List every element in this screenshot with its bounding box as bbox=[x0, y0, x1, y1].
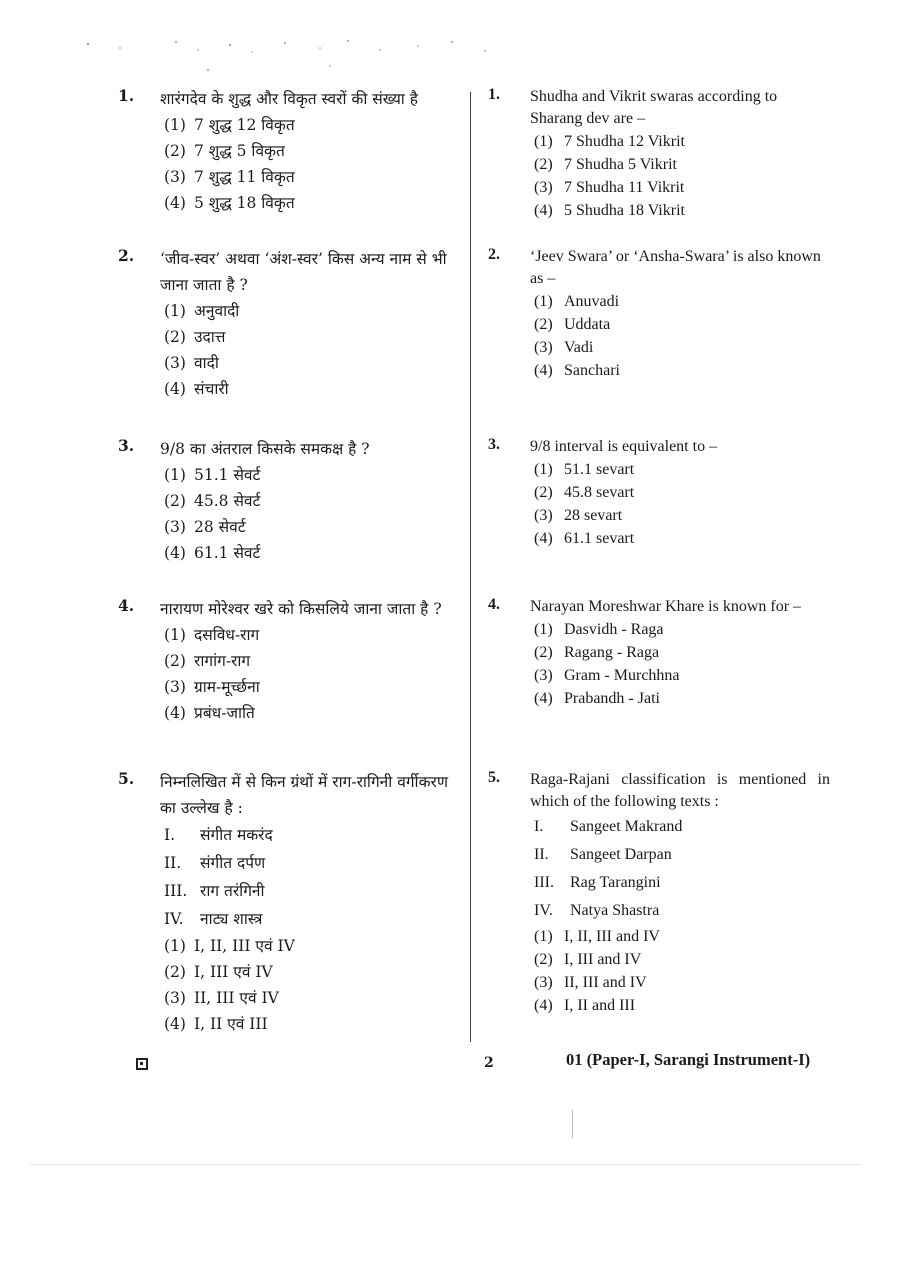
option-label: (3) bbox=[164, 354, 186, 372]
option-text: Gram - Murchhna bbox=[564, 667, 680, 684]
option-label: (3) bbox=[164, 518, 186, 536]
statement-text: संगीत मकरंद bbox=[200, 826, 273, 844]
answer-option bbox=[164, 514, 458, 540]
answer-option bbox=[534, 527, 830, 550]
answer-option bbox=[534, 153, 830, 176]
answer-option bbox=[164, 1011, 458, 1037]
question-number: 1. bbox=[488, 86, 500, 103]
option-text: उदात्त bbox=[194, 328, 226, 346]
question-number: 2. bbox=[118, 246, 135, 265]
question-block bbox=[480, 596, 830, 710]
statement-label: III. bbox=[534, 874, 554, 891]
answer-option bbox=[164, 674, 458, 700]
answer-option bbox=[534, 481, 830, 504]
answer-option bbox=[534, 458, 830, 481]
option-text: Sanchari bbox=[564, 362, 620, 379]
option-label: (2) bbox=[164, 652, 186, 670]
option-text: I, II and III bbox=[564, 997, 636, 1014]
option-text: 45.8 सेवर्ट bbox=[194, 492, 261, 510]
option-label: (1) bbox=[164, 116, 186, 134]
answer-option bbox=[534, 199, 830, 222]
answer-option bbox=[164, 164, 458, 190]
option-label: (4) bbox=[534, 530, 553, 547]
question-stem: नारायण मोरेश्वर खरे को किसलिये जाना जाता है ? bbox=[160, 600, 442, 618]
question-stem: शारंगदेव के शुद्ध और विकृत स्वरों की संख्या है bbox=[160, 90, 418, 108]
option-label: (3) bbox=[534, 339, 553, 356]
answer-option bbox=[534, 176, 830, 199]
option-text: 61.1 sevart bbox=[564, 530, 635, 547]
answer-option bbox=[164, 622, 458, 648]
option-text: Uddata bbox=[564, 316, 611, 333]
question-block bbox=[110, 769, 458, 1037]
statement-label: IV. bbox=[534, 902, 553, 919]
answer-option bbox=[164, 959, 458, 985]
option-text: Ragang - Raga bbox=[564, 644, 660, 661]
answer-option bbox=[164, 985, 458, 1011]
option-label: (2) bbox=[164, 142, 186, 160]
option-text: 7 Shudha 11 Vikrit bbox=[564, 179, 685, 196]
option-text: Vadi bbox=[564, 339, 594, 356]
answer-option bbox=[164, 376, 458, 402]
question-stem: ‘Jeev Swara’ or ‘Ansha-Swara’ is also known as – bbox=[530, 248, 821, 287]
statement-label: I. bbox=[534, 818, 544, 835]
answer-option bbox=[164, 462, 458, 488]
statement-text: Sangeet Makrand bbox=[570, 818, 683, 835]
answer-option bbox=[534, 994, 830, 1017]
statement-item bbox=[534, 869, 830, 897]
statement-item bbox=[164, 877, 458, 905]
question-block bbox=[480, 436, 830, 550]
question-number: 3. bbox=[488, 436, 500, 453]
question-block bbox=[110, 596, 458, 726]
statement-item bbox=[534, 897, 830, 925]
page-number: 2 bbox=[484, 1055, 494, 1071]
statement-text: संगीत दर्पण bbox=[200, 854, 266, 872]
answer-option bbox=[534, 971, 830, 994]
statement-item bbox=[164, 821, 458, 849]
option-label: (1) bbox=[534, 133, 553, 150]
question-block bbox=[110, 246, 458, 402]
option-label: (1) bbox=[534, 928, 553, 945]
answer-option bbox=[534, 641, 830, 664]
question-number: 4. bbox=[488, 596, 500, 613]
option-label: (3) bbox=[534, 507, 553, 524]
statement-label: II. bbox=[164, 854, 182, 872]
option-label: (4) bbox=[164, 1015, 186, 1033]
option-text: I, III and IV bbox=[564, 951, 642, 968]
option-label: (3) bbox=[164, 678, 186, 696]
answer-option bbox=[164, 933, 458, 959]
question-block bbox=[480, 86, 830, 222]
statement-label: II. bbox=[534, 846, 549, 863]
option-text: 7 शुद्ध 11 विकृत bbox=[194, 168, 295, 186]
option-label: (3) bbox=[534, 667, 553, 684]
scan-artifact-line bbox=[572, 1110, 573, 1138]
option-text: Dasvidh - Raga bbox=[564, 621, 664, 638]
option-text: रागांग-राग bbox=[194, 652, 251, 670]
option-text: 51.1 sevart bbox=[564, 461, 635, 478]
answer-option bbox=[534, 618, 830, 641]
question-number: 1. bbox=[118, 86, 135, 105]
option-text: 61.1 सेवर्ट bbox=[194, 544, 261, 562]
option-text: II, III एवं IV bbox=[194, 989, 279, 1007]
answer-option bbox=[534, 359, 830, 382]
answer-option bbox=[534, 948, 830, 971]
question-number: 5. bbox=[118, 769, 135, 788]
option-text: संचारी bbox=[194, 380, 229, 398]
question-block bbox=[110, 436, 458, 566]
option-label: (4) bbox=[534, 362, 553, 379]
option-label: (1) bbox=[164, 937, 186, 955]
option-label: (2) bbox=[534, 484, 553, 501]
statement-label: I. bbox=[164, 826, 176, 844]
statement-label: III. bbox=[164, 882, 188, 900]
answer-option bbox=[164, 488, 458, 514]
option-label: (3) bbox=[534, 179, 553, 196]
question-number: 3. bbox=[118, 436, 135, 455]
column-divider bbox=[470, 92, 471, 1042]
question-stem: Shudha and Vikrit swaras according to Sharang dev are – bbox=[530, 88, 778, 127]
question-stem: ‘जीव-स्वर’ अथवा ‘अंश-स्वर’ किस अन्य नाम से भी जाना जाता है ? bbox=[160, 250, 447, 294]
option-label: (4) bbox=[534, 690, 553, 707]
statement-text: Rag Tarangini bbox=[570, 874, 661, 891]
answer-option bbox=[164, 324, 458, 350]
option-label: (4) bbox=[534, 997, 553, 1014]
scan-noise bbox=[80, 36, 510, 76]
answer-option bbox=[534, 336, 830, 359]
option-text: 7 शुद्ध 5 विकृत bbox=[194, 142, 285, 160]
option-label: (3) bbox=[534, 974, 553, 991]
option-label: (1) bbox=[534, 621, 553, 638]
question-stem: निम्नलिखित में से किन ग्रंथों में राग-रागिनी वर्गीकरण का उल्लेख है : bbox=[160, 773, 449, 817]
statement-item bbox=[534, 841, 830, 869]
answer-option bbox=[164, 350, 458, 376]
footer-square-mark bbox=[136, 1058, 148, 1070]
answer-option bbox=[534, 664, 830, 687]
option-text: I, II, III एवं IV bbox=[194, 937, 295, 955]
answer-option bbox=[534, 504, 830, 527]
answer-option bbox=[164, 700, 458, 726]
option-label: (3) bbox=[164, 989, 186, 1007]
option-label: (2) bbox=[534, 644, 553, 661]
option-text: II, III and IV bbox=[564, 974, 647, 991]
option-label: (4) bbox=[534, 202, 553, 219]
answer-option bbox=[534, 687, 830, 710]
option-label: (1) bbox=[164, 466, 186, 484]
answer-option bbox=[534, 290, 830, 313]
option-text: 45.8 sevart bbox=[564, 484, 635, 501]
option-text: I, II, III and IV bbox=[564, 928, 660, 945]
option-text: अनुवादी bbox=[194, 302, 240, 320]
answer-option bbox=[164, 190, 458, 216]
answer-option bbox=[164, 112, 458, 138]
option-text: ग्राम-मूर्च्छना bbox=[194, 678, 260, 696]
option-text: Prabandh - Jati bbox=[564, 690, 660, 707]
option-text: प्रबंध-जाति bbox=[194, 704, 255, 722]
answer-option bbox=[164, 540, 458, 566]
answer-option bbox=[164, 298, 458, 324]
question-stem: Raga-Rajani classification is mentioned in which of the following texts : bbox=[530, 771, 830, 810]
option-text: दसविध-राग bbox=[194, 626, 260, 644]
scan-artifact-line bbox=[30, 1164, 860, 1165]
option-label: (2) bbox=[534, 316, 553, 333]
question-stem: 9/8 interval is equivalent to – bbox=[530, 438, 718, 455]
answer-option bbox=[534, 925, 830, 948]
option-label: (2) bbox=[164, 963, 186, 981]
option-label: (3) bbox=[164, 168, 186, 186]
option-text: 7 Shudha 12 Vikrit bbox=[564, 133, 685, 150]
option-label: (4) bbox=[164, 380, 186, 398]
statement-text: Sangeet Darpan bbox=[570, 846, 672, 863]
option-label: (2) bbox=[164, 328, 186, 346]
option-label: (4) bbox=[164, 704, 186, 722]
statement-text: नाट्य शास्त्र bbox=[200, 910, 263, 928]
question-block bbox=[480, 769, 830, 1017]
question-stem: 9/8 का अंतराल किसके समकक्ष है ? bbox=[160, 440, 370, 458]
option-label: (2) bbox=[164, 492, 186, 510]
option-label: (4) bbox=[164, 194, 186, 212]
question-stem: Narayan Moreshwar Khare is known for – bbox=[530, 598, 802, 615]
option-text: 5 शुद्ध 18 विकृत bbox=[194, 194, 295, 212]
option-text: 51.1 सेवर्ट bbox=[194, 466, 261, 484]
answer-option bbox=[534, 313, 830, 336]
option-text: I, III एवं IV bbox=[194, 963, 273, 981]
answer-option bbox=[164, 648, 458, 674]
question-number: 4. bbox=[118, 596, 135, 615]
option-label: (1) bbox=[534, 461, 553, 478]
option-label: (1) bbox=[534, 293, 553, 310]
option-label: (1) bbox=[164, 302, 186, 320]
statement-item bbox=[164, 849, 458, 877]
statement-label: IV. bbox=[164, 910, 184, 928]
option-text: 28 सेवर्ट bbox=[194, 518, 246, 536]
option-text: Anuvadi bbox=[564, 293, 620, 310]
paper-code: 01 (Paper-I, Sarangi Instrument-I) bbox=[566, 1050, 811, 1069]
option-text: 5 Shudha 18 Vikrit bbox=[564, 202, 685, 219]
option-text: वादी bbox=[194, 354, 219, 372]
answer-option bbox=[534, 130, 830, 153]
statement-item bbox=[534, 813, 830, 841]
option-label: (4) bbox=[164, 544, 186, 562]
statement-text: राग तरंगिनी bbox=[200, 882, 265, 900]
option-text: I, II एवं III bbox=[194, 1015, 268, 1033]
option-text: 7 शुद्ध 12 विकृत bbox=[194, 116, 295, 134]
statement-text: Natya Shastra bbox=[570, 902, 660, 919]
option-label: (2) bbox=[534, 951, 553, 968]
option-label: (2) bbox=[534, 156, 553, 173]
statement-item bbox=[164, 905, 458, 933]
question-block bbox=[110, 86, 458, 216]
option-label: (1) bbox=[164, 626, 186, 644]
option-text: 7 Shudha 5 Vikrit bbox=[564, 156, 677, 173]
question-block bbox=[480, 246, 830, 382]
option-text: 28 sevart bbox=[564, 507, 623, 524]
answer-option bbox=[164, 138, 458, 164]
question-number: 2. bbox=[488, 246, 500, 263]
question-number: 5. bbox=[488, 769, 500, 786]
